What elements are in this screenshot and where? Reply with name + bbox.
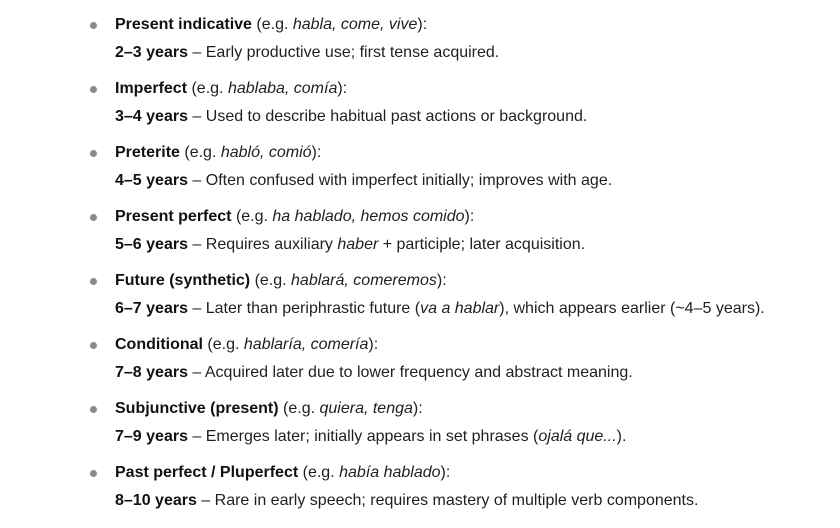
age-range: 2–3 years <box>115 44 188 61</box>
description-italic: ojalá que... <box>538 428 617 445</box>
example-suffix: ): <box>440 464 451 481</box>
tense-heading <box>115 270 447 292</box>
description-text-end: ). <box>616 428 627 445</box>
description-text: – Requires auxiliary <box>187 236 338 253</box>
age-range: 7–8 years <box>115 364 188 381</box>
example-prefix: (e.g. <box>231 208 273 225</box>
age-range: 4–5 years <box>115 172 188 189</box>
tense-title: Imperfect <box>115 80 188 97</box>
tense-heading <box>115 14 427 36</box>
bullet-icon <box>90 278 97 285</box>
example-suffix: ): <box>311 144 322 161</box>
age-range: 8–10 years <box>115 492 197 509</box>
example-suffix: ): <box>417 16 428 33</box>
list-item <box>0 70 840 130</box>
age-range: 5–6 years <box>115 236 188 253</box>
list-item <box>0 198 840 258</box>
example-suffix: ): <box>337 80 348 97</box>
bullet-icon <box>90 470 97 477</box>
tense-example: había hablado <box>339 464 441 481</box>
description-text: – Often confused with imperfect initially; improves with age. <box>187 172 613 189</box>
description-text: – Used to describe habitual past actions or background. <box>187 108 588 125</box>
tense-heading <box>115 398 423 420</box>
tense-example: hablaría, comería <box>243 336 369 353</box>
age-range: 7–9 years <box>115 428 188 445</box>
tense-description <box>115 42 499 64</box>
tense-example: ha hablado, hemos comido <box>272 208 465 225</box>
bullet-icon <box>90 86 97 93</box>
tense-description <box>115 234 585 256</box>
age-range: 3–4 years <box>115 108 188 125</box>
tense-example: habló, comió <box>220 144 312 161</box>
example-prefix: (e.g. <box>187 80 228 97</box>
bullet-icon <box>90 342 97 349</box>
tense-title: Present perfect <box>115 208 232 225</box>
bullet-icon <box>90 214 97 221</box>
tense-title: Present indicative <box>115 16 252 33</box>
description-text-end: + participle; later acquisition. <box>378 236 586 253</box>
tense-title: Future (synthetic) <box>115 272 251 289</box>
tense-heading <box>115 78 347 100</box>
tense-description <box>115 170 612 192</box>
description-text: – Rare in early speech; requires mastery of multiple verb components. <box>196 492 699 509</box>
tense-title: Preterite <box>115 144 180 161</box>
tense-heading <box>115 462 450 484</box>
description-text: – Later than periphrastic future ( <box>187 300 421 317</box>
tense-description <box>115 490 698 512</box>
tense-description <box>115 426 626 448</box>
description-italic: haber <box>337 236 379 253</box>
tense-example: hablaba, comía <box>227 80 338 97</box>
example-suffix: ): <box>412 400 423 417</box>
example-prefix: (e.g. <box>202 336 244 353</box>
age-range: 6–7 years <box>115 300 188 317</box>
list-item <box>0 6 840 66</box>
list-item <box>0 262 840 322</box>
tense-title: Past perfect / Pluperfect <box>115 464 299 481</box>
tense-heading <box>115 206 474 228</box>
example-prefix: (e.g. <box>298 464 340 481</box>
description-text-end: ), which appears earlier (~4–5 years). <box>499 300 765 317</box>
example-suffix: ): <box>368 336 379 353</box>
list-item <box>0 326 840 386</box>
tense-description <box>115 106 587 128</box>
description-text: – Early productive use; first tense acquired. <box>187 44 500 61</box>
example-prefix: (e.g. <box>250 272 292 289</box>
tense-example: hablará, comeremos <box>291 272 437 289</box>
description-italic: va a hablar <box>420 300 500 317</box>
bullet-icon <box>90 22 97 29</box>
tense-description <box>115 298 765 320</box>
description-text: – Emerges later; initially appears in set phrases ( <box>187 428 539 445</box>
list-item <box>0 454 840 514</box>
tense-heading <box>115 334 378 356</box>
example-prefix: (e.g. <box>278 400 320 417</box>
tense-description <box>115 362 633 384</box>
bullet-icon <box>90 406 97 413</box>
tense-example: quiera, tenga <box>319 400 413 417</box>
tense-example: habla, come, vive <box>292 16 418 33</box>
tense-heading <box>115 142 321 164</box>
example-prefix: (e.g. <box>251 16 293 33</box>
bullet-icon <box>90 150 97 157</box>
list-item <box>0 390 840 450</box>
example-suffix: ): <box>436 272 447 289</box>
description-text: – Acquired later due to lower frequency and abstract meaning. <box>187 364 633 381</box>
example-prefix: (e.g. <box>179 144 221 161</box>
tense-title: Subjunctive (present) <box>115 400 279 417</box>
example-suffix: ): <box>464 208 475 225</box>
list-item <box>0 134 840 194</box>
tense-title: Conditional <box>115 336 203 353</box>
